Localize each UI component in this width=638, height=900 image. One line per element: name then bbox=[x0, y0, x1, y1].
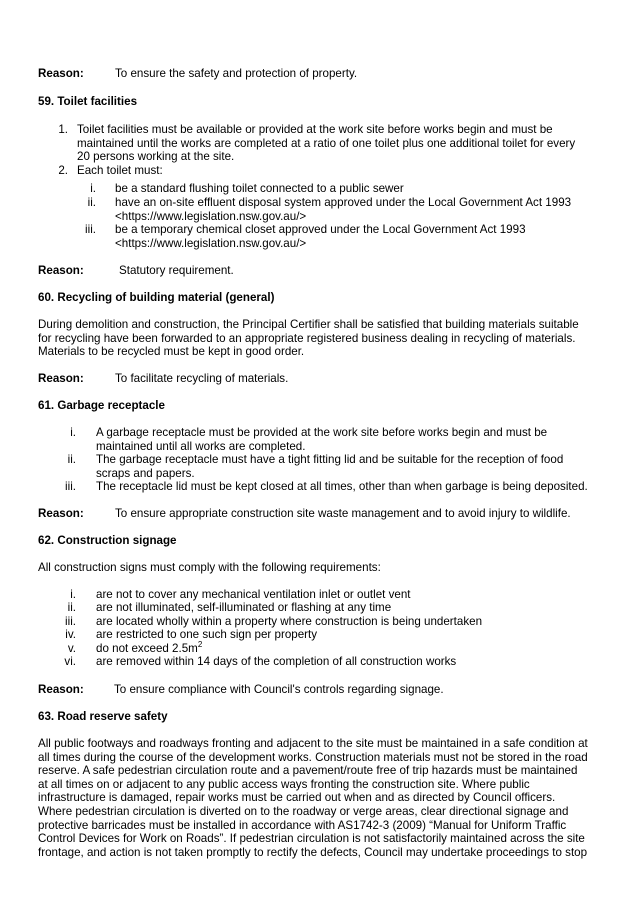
section-heading-60: 60. Recycling of building material (general) bbox=[38, 291, 275, 304]
sublist-item-line: have an on-site effluent disposal system approved under the Local Government Act 1993 bbox=[115, 196, 572, 209]
paragraph-line: All public footways and roadways fronting and adjacent to the site must be maintained in a safe condition at bbox=[38, 737, 588, 750]
sublist-number: ii. bbox=[87, 196, 96, 209]
reason-label: Reason: bbox=[38, 67, 84, 80]
list-item-line: Toilet facilities must be available or provided at the work site before works begin and must be bbox=[77, 123, 553, 136]
sublist-item bbox=[115, 223, 638, 250]
sublist-item: be a standard flushing toilet connected to a public sewer bbox=[115, 182, 404, 195]
paragraph: All construction signs must comply with the following requirements: bbox=[38, 561, 381, 574]
reason-text: To ensure appropriate construction site waste management and to avoid injury to wildlife. bbox=[115, 507, 571, 520]
paragraph-line: During demolition and construction, the Principal Certifier shall be satisfied that building materials suitable bbox=[38, 318, 579, 331]
list-item: are removed within 14 days of the completion of all construction works bbox=[96, 655, 457, 668]
section-heading-61: 61. Garbage receptacle bbox=[38, 399, 165, 412]
sublist-item-line: <https://www.legislation.nsw.gov.au/> bbox=[115, 236, 307, 250]
reason-text: To facilitate recycling of materials. bbox=[115, 372, 289, 385]
paragraph-line: Control Devices for Work on Roads”. If pedestrian circulation is not satisfactorily maintained across the site bbox=[38, 832, 585, 846]
reason-text: To ensure compliance with Council's controls regarding signage. bbox=[114, 683, 444, 696]
paragraph bbox=[38, 737, 604, 859]
paragraph-line: all times during the course of the development works. Construction materials must not be stored in the road bbox=[38, 750, 588, 764]
list-number: iii. bbox=[65, 480, 76, 493]
section-heading-62: 62. Construction signage bbox=[38, 534, 177, 547]
reason-text: To ensure the safety and protection of property. bbox=[115, 67, 358, 80]
paragraph-line: at all times on or adjacent to any public access ways fronting the construction site. Where public bbox=[38, 777, 530, 791]
list-item: are restricted to one such sign per property bbox=[96, 628, 318, 641]
list-item: The receptacle lid must be kept closed at all times, other than when garbage is being deposited. bbox=[96, 480, 588, 493]
paragraph-line: protective barricades must be installed in accordance with AS1742-3 (2009) “Manual for Uniform Traffic bbox=[38, 818, 567, 832]
list-number: i. bbox=[70, 426, 76, 439]
paragraph-line: Where pedestrian circulation is diverted on to the roadway or verge areas, clear directional signage and bbox=[38, 804, 569, 818]
sublist-number: iii. bbox=[85, 223, 96, 236]
list-item-line: scraps and papers. bbox=[96, 466, 195, 480]
paragraph-line: frontage, and action is not taken promptly to rectify the defects, Council may undertake proceedings to stop bbox=[38, 845, 588, 859]
reason-label: Reason: bbox=[38, 372, 84, 385]
list-number: 1. bbox=[58, 123, 68, 136]
list-number: ii. bbox=[67, 453, 76, 466]
superscript: 2 bbox=[197, 640, 203, 650]
list-item bbox=[77, 123, 638, 164]
list-number: iv. bbox=[65, 628, 76, 641]
list-number: v. bbox=[67, 642, 76, 655]
list-item-line: A garbage receptacle must be provided at the work site before works begin and must be bbox=[96, 426, 548, 439]
list-item: are not illuminated, self-illuminated or flashing at any time bbox=[96, 601, 392, 614]
list-number: iii. bbox=[65, 615, 76, 628]
list-number: ii. bbox=[67, 601, 76, 614]
list-item-line: The garbage receptacle must have a tight fitting lid and be suitable for the reception of food bbox=[96, 453, 564, 466]
list-item-line: maintained until the works are completed at a ratio of one toilet plus one additional toilet for every bbox=[77, 136, 576, 150]
sublist-item bbox=[115, 196, 638, 223]
paragraph-line: for recycling have been forwarded to an appropriate registered business dealing in recycling of materials. bbox=[38, 331, 576, 345]
list-item-text: do not exceed 2.5m bbox=[96, 642, 198, 655]
list-number: i. bbox=[70, 588, 76, 601]
reason-label: Reason: bbox=[38, 683, 84, 696]
reason-label: Reason: bbox=[38, 507, 84, 520]
list-item bbox=[96, 642, 202, 656]
sublist-item-line: be a temporary chemical closet approved under the Local Government Act 1993 bbox=[115, 223, 526, 236]
list-item: are not to cover any mechanical ventilation inlet or outlet vent bbox=[96, 588, 411, 601]
list-number: 2. bbox=[58, 164, 68, 177]
section-heading-63: 63. Road reserve safety bbox=[38, 710, 168, 723]
paragraph-line: reserve. A safe pedestrian circulation route and a pavement/route free of trip hazards must be maintained bbox=[38, 764, 578, 778]
section-heading-59: 59. Toilet facilities bbox=[38, 95, 138, 108]
list-item-line: 20 persons working at the site. bbox=[77, 150, 235, 164]
paragraph bbox=[38, 318, 604, 359]
sublist-number: i. bbox=[90, 182, 96, 195]
list-item bbox=[96, 453, 638, 480]
sublist-item-line: <https://www.legislation.nsw.gov.au/> bbox=[115, 209, 307, 223]
reason-text: Statutory requirement. bbox=[119, 264, 234, 277]
list-item: are located wholly within a property where construction is being undertaken bbox=[96, 615, 483, 628]
paragraph-line: Materials to be recycled must be kept in good order. bbox=[38, 345, 305, 359]
list-number: vi. bbox=[64, 655, 76, 668]
list-item: Each toilet must: bbox=[77, 164, 163, 177]
list-item-line: maintained until all works are completed. bbox=[96, 439, 306, 453]
list-item bbox=[96, 426, 638, 453]
reason-label: Reason: bbox=[38, 264, 84, 277]
paragraph-line: infrastructure is damaged, repair works must be carried out when and as directed by Council officers. bbox=[38, 791, 556, 805]
